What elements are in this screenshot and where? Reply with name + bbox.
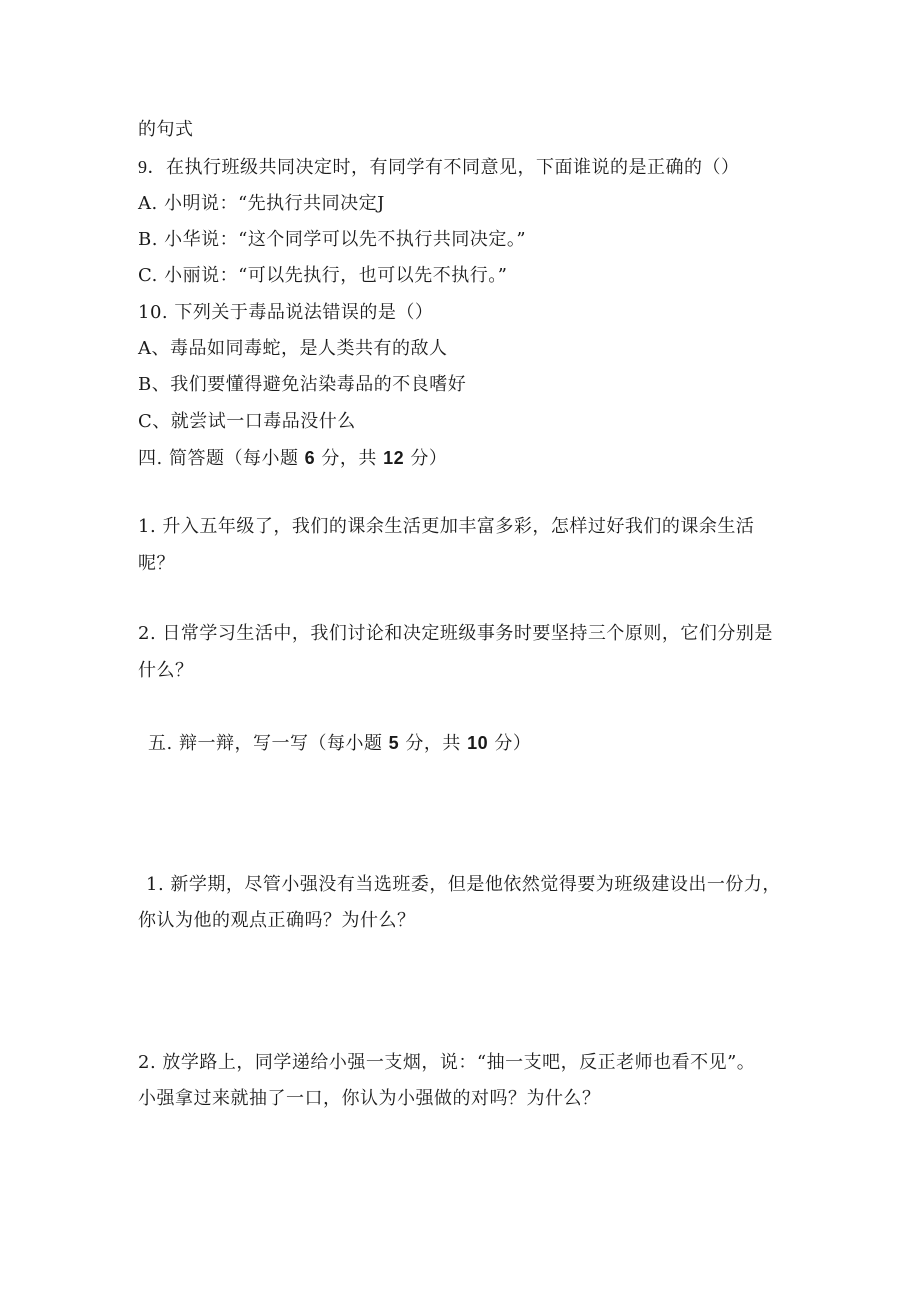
section-5-heading-mid: 分，共 bbox=[399, 733, 468, 754]
section-5-question-2-line-2: 小强拿过来就抽了一口，你认为小强做的对吗？为什么？ bbox=[138, 1088, 601, 1109]
section-5-question-1-line-1: 1. 新学期，尽管小强没有当选班委，但是他依然觉得要为班级建设出一份力， bbox=[146, 874, 781, 895]
section-5-question-2-line-1: 2. 放学路上，同学递给小强一支烟，说：“抽一支吧，反正老师也看不见”。 bbox=[138, 1052, 756, 1073]
question-10-stem: 10. 下列关于毒品说法错误的是（） bbox=[138, 302, 434, 323]
section-5-question-1-line-2: 你认为他的观点正确吗？为什么？ bbox=[138, 910, 416, 931]
question-9-number: 9 bbox=[138, 157, 148, 177]
question-10-option-c: C、就尝试一口毒品没什么 bbox=[138, 411, 356, 432]
section-4-heading-prefix: 四. 简答题（每小题 bbox=[138, 448, 305, 469]
section-4-question-1-line-2: 呢？ bbox=[138, 553, 175, 574]
question-9-option-b: B. 小华说：“这个同学可以先不执行共同决定。” bbox=[138, 229, 527, 250]
section-4-heading bbox=[138, 446, 447, 471]
question-9-text: ．在执行班级共同决定时，有同学有不同意见，下面谁说的是正确的（） bbox=[147, 157, 740, 178]
section-5-heading bbox=[148, 731, 531, 756]
section-4-question-2-line-1: 2. 日常学习生活中，我们讨论和决定班级事务时要坚持三个原则，它们分别是 bbox=[138, 623, 773, 644]
section-4-total-score: 12 bbox=[383, 448, 405, 468]
section-5-per-score: 5 bbox=[388, 733, 400, 753]
section-4-question-1-line-1: 1. 升入五年级了，我们的课余生活更加丰富多彩，怎样过好我们的课余生活 bbox=[138, 516, 755, 537]
section-5-heading-prefix: 五. 辩一辩，写一写（每小题 bbox=[148, 733, 389, 754]
section-4-per-score: 6 bbox=[304, 448, 316, 468]
section-4-heading-mid: 分，共 bbox=[315, 448, 384, 469]
section-5-total-score: 10 bbox=[467, 733, 489, 753]
section-4-heading-suffix: 分） bbox=[404, 448, 448, 469]
section-4-question-2-line-2: 什么？ bbox=[138, 660, 194, 681]
continuation-text: 的句式 bbox=[138, 119, 194, 140]
question-9-option-a: A. 小明说：“先执行共同决定J bbox=[138, 193, 385, 214]
question-9-option-c: C. 小丽说：“可以先执行，也可以先不执行。” bbox=[138, 265, 508, 286]
question-10-option-a: A、毒品如同毒蛇，是人类共有的敌人 bbox=[138, 338, 448, 359]
question-9-stem bbox=[138, 155, 740, 180]
question-10-option-b: B、我们要懂得避免沾染毒品的不良嗜好 bbox=[138, 374, 467, 395]
section-5-heading-suffix: 分） bbox=[488, 733, 532, 754]
